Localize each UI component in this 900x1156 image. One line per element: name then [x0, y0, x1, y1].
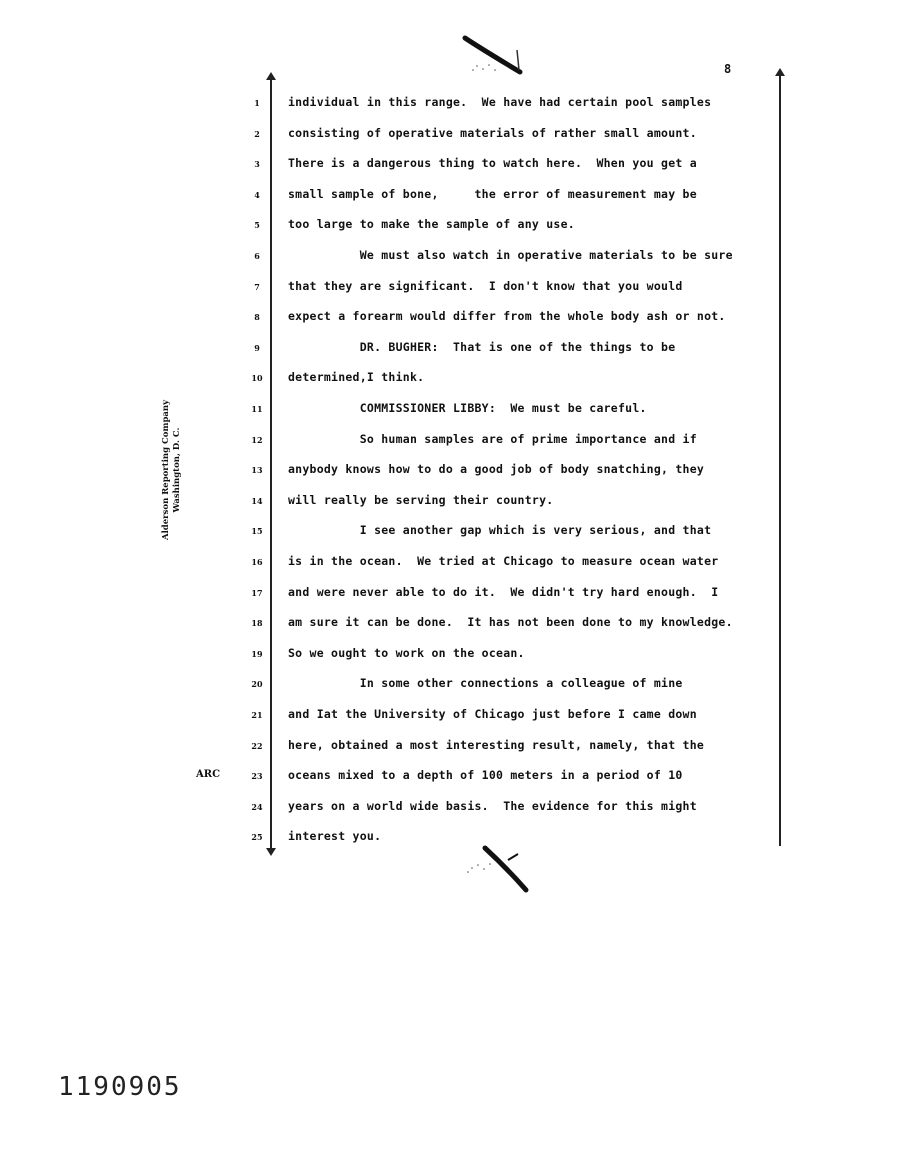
line-number: 7	[254, 281, 260, 292]
line-number: 2	[254, 128, 260, 139]
bottom-pen-mark	[460, 838, 540, 898]
transcript-line: There is a dangerous thing to watch here. When you get a	[288, 156, 697, 171]
transcript-line: individual in this range. We have had certain pool samples	[288, 95, 712, 109]
transcript-line: DR. BUGHER: That is one of the things to be	[288, 339, 676, 354]
line-number: 4	[254, 189, 260, 200]
transcript-line: oceans mixed to a depth of 100 meters in a period of 10	[288, 768, 683, 783]
transcript-line: small sample of bone, the error of measurement may be	[288, 186, 697, 201]
reporting-company-name: Alderson Reporting Company	[161, 399, 171, 541]
line-number: 21	[251, 710, 263, 720]
transcript-line: here, obtained a most interesting result, namely, that the	[288, 737, 705, 752]
transcript-line: am sure it can be done. It has not been done to my knowledge.	[288, 615, 733, 630]
left-margin-rule	[270, 78, 272, 850]
arc-mark: ARC	[196, 769, 221, 780]
line-number: 24	[251, 801, 263, 812]
transcript-line: that they are significant. I don't know that you would	[288, 278, 683, 293]
line-number: 23	[251, 771, 263, 782]
line-number: 25	[251, 832, 263, 843]
transcript-line: I see another gap which is very serious, and that	[288, 523, 712, 538]
document-number: 1190905	[58, 1072, 182, 1102]
right-margin-rule	[779, 74, 781, 846]
transcript-line: So human samples are of prime importance and if	[288, 431, 697, 446]
transcript-line: So we ought to work on the ocean.	[288, 645, 525, 660]
transcript-line: determined,I think.	[288, 370, 425, 385]
line-number: 20	[251, 679, 263, 690]
transcript-line: is in the ocean. We tried at Chicago to measure ocean water	[288, 554, 719, 568]
line-number: 15	[251, 526, 263, 537]
reporting-company-stamp	[161, 370, 191, 570]
transcript-line: We must also watch in operative materials to be sure	[288, 248, 733, 262]
transcript-line: anybody knows how to do a good job of body snatching, they	[288, 462, 705, 477]
line-number: 13	[251, 465, 263, 476]
line-number: 22	[251, 740, 263, 751]
line-number: 16	[251, 557, 263, 567]
transcript-line: and Iat the University of Chicago just before I came down	[288, 707, 697, 721]
line-number: 12	[251, 434, 263, 445]
line-number: 3	[254, 159, 260, 170]
line-number: 17	[251, 587, 263, 598]
line-number: 8	[254, 312, 260, 323]
line-number: 9	[254, 342, 260, 353]
line-number: 14	[251, 495, 263, 506]
transcript-line: will really be serving their country.	[288, 492, 554, 507]
line-number: 1	[254, 98, 260, 108]
transcript-line: too large to make the sample of any use.	[288, 217, 575, 232]
left-margin-arrow-bottom	[266, 848, 276, 856]
transcript-line: consisting of operative materials of rather small amount.	[288, 125, 697, 140]
line-number: 19	[251, 648, 263, 659]
transcript-line: In some other connections a colleague of mine	[288, 676, 683, 691]
transcript-line: interest you.	[288, 829, 382, 844]
top-pen-mark	[455, 30, 535, 80]
line-number: 11	[251, 404, 263, 414]
page-number: 8	[724, 62, 732, 76]
line-number: 18	[251, 618, 263, 629]
line-number: 6	[254, 251, 260, 261]
line-number: 10	[251, 373, 263, 384]
transcript-line: years on a world wide basis. The evidence for this might	[288, 798, 697, 813]
reporting-company-city: Washington, D. C.	[172, 427, 182, 513]
transcript-line: and were never able to do it. We didn't try hard enough. I	[288, 584, 719, 599]
line-number: 5	[254, 220, 260, 231]
transcript-line: COMMISSIONER LIBBY: We must be careful.	[288, 401, 647, 415]
transcript-line: expect a forearm would differ from the whole body ash or not.	[288, 309, 726, 324]
